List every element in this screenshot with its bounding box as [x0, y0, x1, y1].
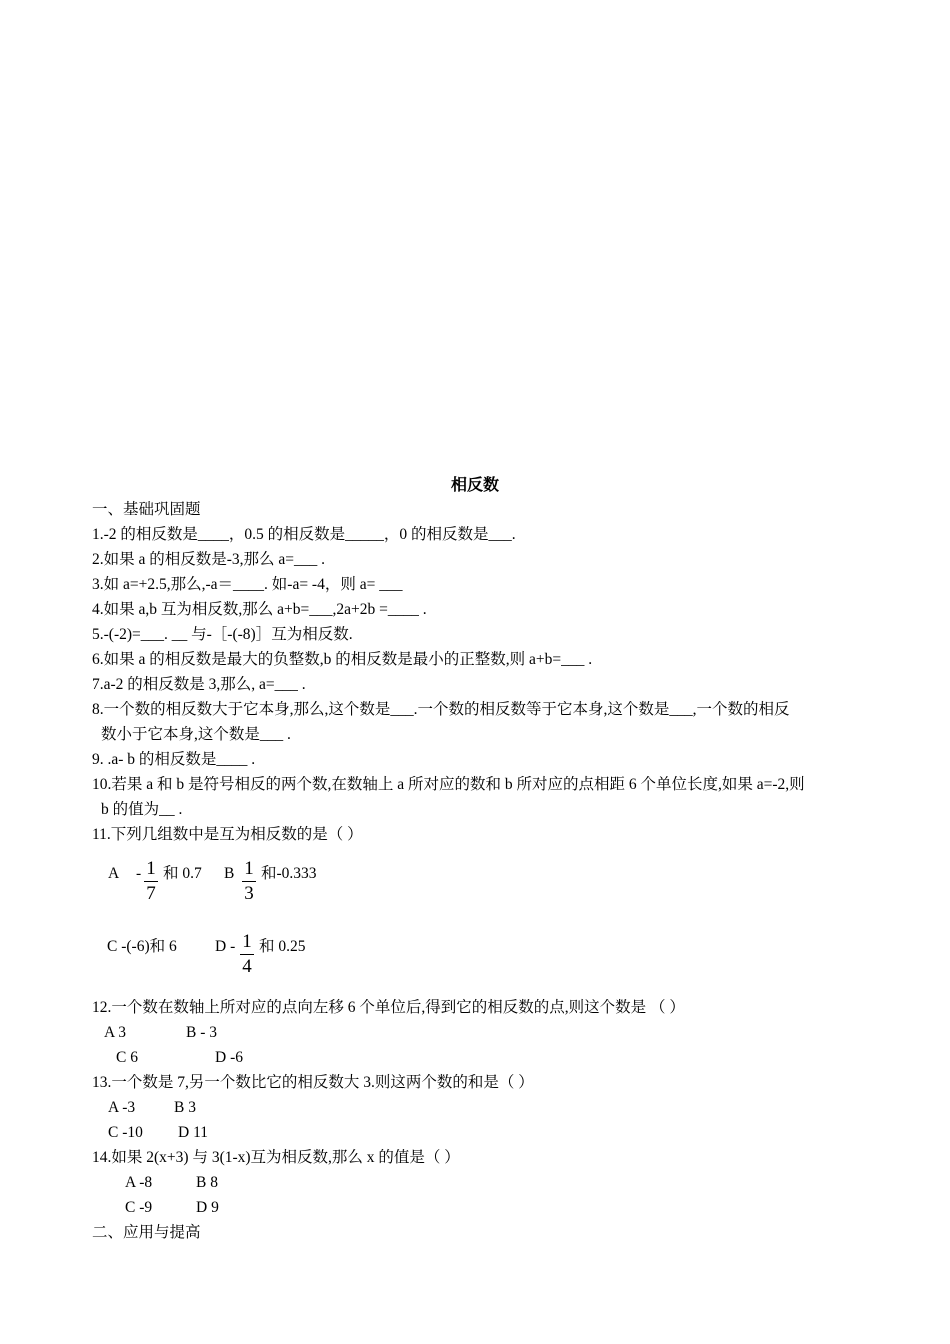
q11-option-a-label: A	[108, 865, 120, 882]
question-8-line-2: 数小于它本身,这个数是___ .	[101, 726, 291, 743]
question-10-line-2: b 的值为__ .	[101, 801, 183, 818]
fraction-numerator: 1	[244, 858, 254, 879]
q11-option-a-fraction	[143, 858, 159, 905]
question-2: 2.如果 a 的相反数是-3,那么 a=___ .	[92, 551, 326, 568]
question-11: 11.下列几组数中是互为相反数的是（ ）	[92, 826, 363, 843]
q11-option-d-fraction	[239, 931, 255, 978]
question-1: 1.-2 的相反数是____，0.5 的相反数是_____，0 的相反数是___.	[92, 526, 516, 543]
q13-option-a: A -3	[108, 1099, 136, 1116]
fraction-bar	[144, 881, 158, 882]
question-6: 6.如果 a 的相反数是最大的负整数,b 的相反数是最小的正整数,则 a+b=___ .	[92, 651, 593, 668]
q12-option-d: D -6	[215, 1049, 243, 1066]
q11-option-b-label: B	[224, 865, 235, 882]
fraction-bar	[240, 954, 254, 955]
question-5: 5.-(-2)=___. __ 与-［-(-8)］互为相反数.	[92, 626, 353, 643]
question-4: 4.如果 a,b 互为相反数,那么 a+b=___,2a+2b =____ .	[92, 601, 427, 618]
q14-option-a: A -8	[125, 1174, 153, 1191]
q13-option-b: B 3	[174, 1099, 196, 1116]
fraction-bar	[242, 881, 256, 882]
fraction-denominator: 3	[244, 883, 254, 904]
page-title: 相反数	[450, 477, 499, 494]
question-12: 12.一个数在数轴上所对应的点向左移 6 个单位后,得到它的相反数的点,则这个数是 （ ）	[92, 999, 685, 1016]
section-heading-application: 二、应用与提高	[92, 1224, 201, 1241]
q12-option-c: C 6	[116, 1049, 138, 1066]
q12-option-a: A 3	[104, 1024, 126, 1041]
q11-option-d-rest: 和 0.25	[259, 938, 306, 955]
q11-option-d-label: D -	[215, 938, 236, 955]
question-7: 7.a-2 的相反数是 3,那么, a=___ .	[92, 676, 306, 693]
q11-option-c: C -(-6)和 6	[107, 938, 177, 955]
fraction-numerator: 1	[146, 858, 156, 879]
q14-option-c: C -9	[125, 1199, 153, 1216]
question-13: 13.一个数是 7,另一个数比它的相反数大 3.则这两个数的和是（ ）	[92, 1074, 534, 1091]
fraction-denominator: 4	[242, 956, 252, 977]
section-heading-basic: 一、基础巩固题	[92, 501, 201, 518]
q11-option-b-fraction	[241, 858, 257, 905]
q13-option-c: C -10	[108, 1124, 143, 1141]
q11-option-a-sign: -	[136, 865, 142, 882]
fraction-numerator: 1	[242, 931, 252, 952]
question-3: 3.如 a=+2.5,那么,-a＝____. 如-a= -4，则 a= ___	[92, 576, 403, 593]
fraction-denominator: 7	[146, 883, 156, 904]
q11-option-a-rest: 和 0.7	[163, 865, 202, 882]
q14-option-b: B 8	[196, 1174, 218, 1191]
question-8-line-1: 8.一个数的相反数大于它本身,那么,这个数是___.一个数的相反数等于它本身,这个数是___,一个数的相反	[92, 701, 790, 718]
question-9: 9. .a- b 的相反数是____ .	[92, 751, 256, 768]
q12-option-b: B - 3	[186, 1024, 217, 1041]
q14-option-d: D 9	[196, 1199, 219, 1216]
question-10-line-1: 10.若果 a 和 b 是符号相反的两个数,在数轴上 a 所对应的数和 b 所对应的点相距 6 个单位长度,如果 a=-2,则	[92, 776, 805, 793]
question-14: 14.如果 2(x+3) 与 3(1-x)互为相反数,那么 x 的值是（ ）	[92, 1149, 460, 1166]
q11-option-b-rest: 和-0.333	[261, 865, 317, 882]
q13-option-d: D 11	[178, 1124, 208, 1141]
